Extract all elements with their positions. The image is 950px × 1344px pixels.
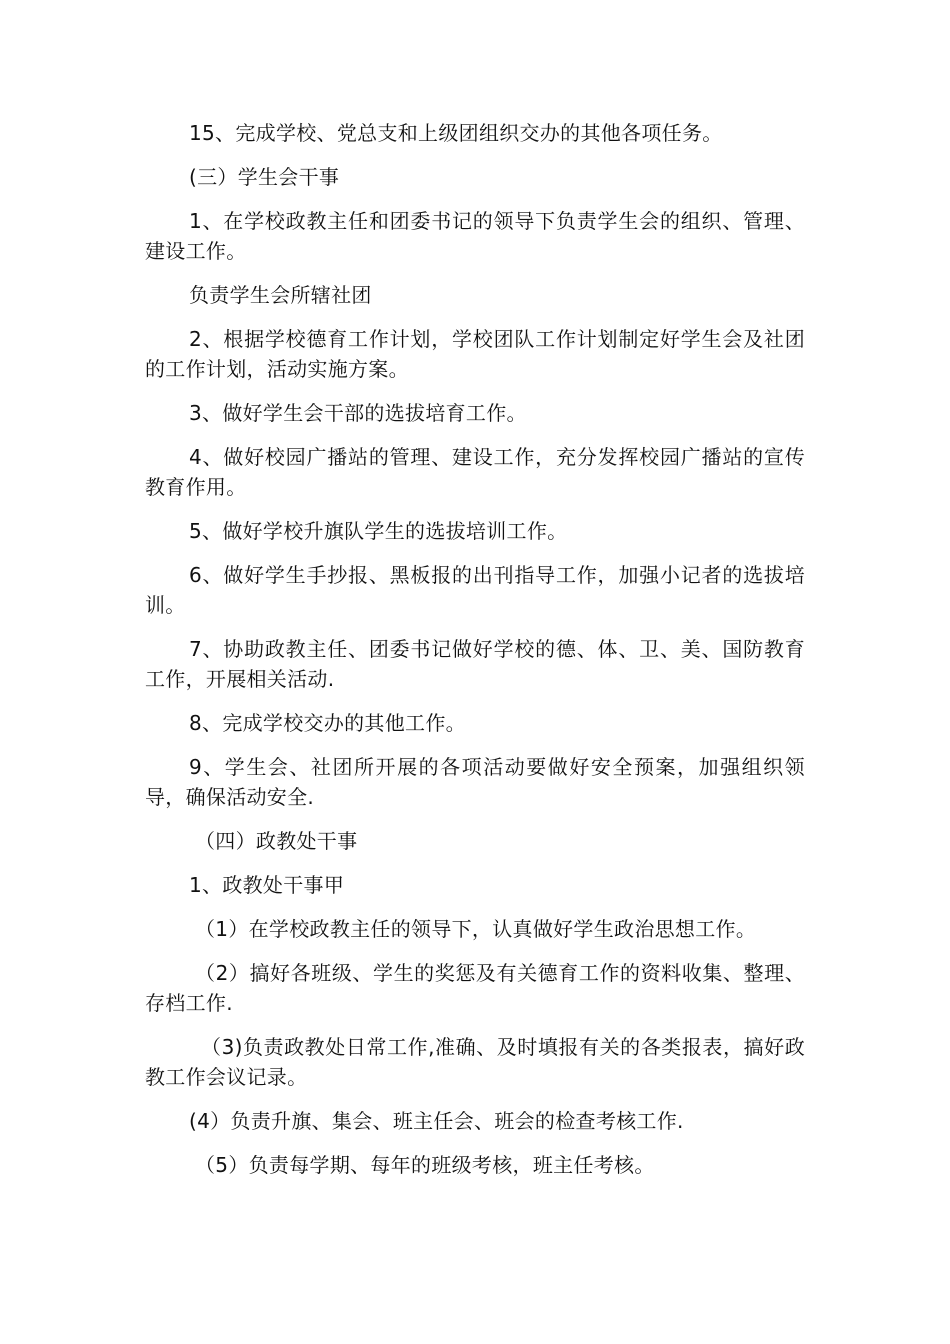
paragraph-item-2: 2、根据学校德育工作计划，学校团队工作计划制定好学生会及社团的工作计划，活动实施方案。 [145,327,805,381]
paragraph-subitem-1: （1）在学校政教主任的领导下，认真做好学生政治思想工作。 [195,917,757,941]
paragraph-item-5: 5、做好学校升旗队学生的选拔培训工作。 [189,519,568,543]
paragraph-item-4: 4、做好校园广播站的管理、建设工作，充分发挥校园广播站的宣传教育作用。 [145,445,805,499]
document-body [145,118,805,1194]
paragraph-subitem-5: （5）负责每学期、每年的班级考核，班主任考核。 [195,1153,655,1177]
paragraph-subitem-3: （3)负责政教处日常工作,准确、及时填报有关的各类报表，搞好政教工作会议记录。 [145,1035,805,1089]
paragraph-subitem-4: (4）负责升旗、集会、班主任会、班会的检查考核工作. [189,1109,684,1133]
paragraph-item-3: 3、做好学生会干部的选拔培育工作。 [189,401,527,425]
paragraph-item-6: 6、做好学生手抄报、黑板报的出刊指导工作，加强小记者的选拔培训。 [145,563,805,617]
paragraph-item-7: 7、协助政教主任、团委书记做好学校的德、体、卫、美、国防教育工作，开展相关活动. [145,637,805,691]
paragraph-item-9: 9、学生会、社团所开展的各项活动要做好安全预案，加强组织领导，确保活动安全. [145,755,805,809]
section-heading-student-union: (三）学生会干事 [189,165,340,189]
paragraph-task-15: 15、完成学校、党总支和上级团组织交办的其他各项任务。 [189,121,723,145]
paragraph-item-1: 1、在学校政教主任和团委书记的领导下负责学生会的组织、管理、建设工作。 [145,209,805,263]
paragraph-subitem-2: （2）搞好各班级、学生的奖惩及有关德育工作的资料收集、整理、存档工作. [145,961,805,1015]
subheading-officer-a: 1、政教处干事甲 [189,873,345,897]
paragraph-clubs: 负责学生会所辖社团 [189,283,372,307]
section-heading-political-office: （四）政教处干事 [195,829,358,853]
paragraph-item-8: 8、完成学校交办的其他工作。 [189,711,466,735]
